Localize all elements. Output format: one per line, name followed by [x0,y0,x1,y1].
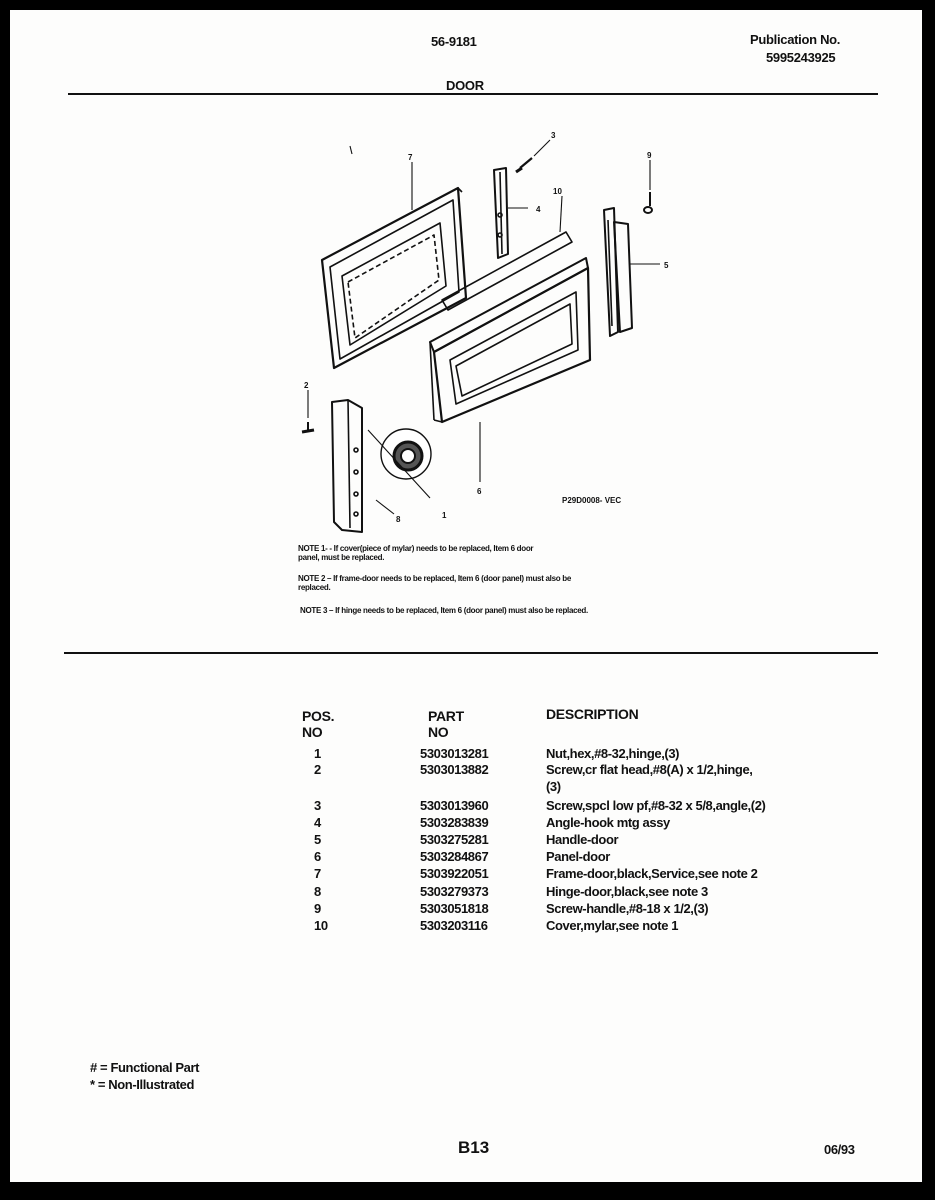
header-part: PART NO [428,708,464,740]
callout-1: 1 [442,511,447,520]
screw-2-part [302,422,314,432]
callout-7: 7 [408,153,413,162]
callout-8: 8 [396,515,401,524]
callout-10: 10 [553,187,562,196]
row-part: 5303284867 [420,849,489,864]
hinge-bracket-part [494,168,508,258]
row-desc: Hinge-door,black,see note 3 [546,884,708,899]
row-desc: Frame-door,black,Service,see note 2 [546,866,758,881]
table-row [302,849,902,866]
row-pos: 9 [314,901,321,916]
row-desc: Cover,mylar,see note 1 [546,918,679,933]
row-desc: Panel-door [546,849,610,864]
section-title: DOOR [446,78,484,93]
table-row [302,866,902,883]
row-pos: 8 [314,884,321,899]
table-row [302,918,902,935]
exploded-door-diagram [10,10,922,550]
publication-number: 5995243925 [766,50,836,65]
frame-door-part [322,188,466,368]
page-number: B13 [458,1138,490,1157]
header-desc: DESCRIPTION [546,706,639,722]
row-part: 5303279373 [420,884,489,899]
row-part: 5303203116 [420,918,488,933]
callout-5: 5 [664,261,669,270]
table-row [302,832,902,849]
hinge-door-part [332,400,362,532]
table-row [302,746,902,763]
model-number: 56-9181 [431,34,477,49]
row-pos: 10 [314,918,328,933]
callout-9: 9 [647,151,652,160]
row-pos: 5 [314,832,321,847]
legend-non-illustrated: * = Non-Illustrated [90,1077,194,1092]
diagram-code: P29D0008- VEC [562,496,622,505]
table-row [302,884,902,901]
table-row [302,779,902,796]
callout-leaders [308,140,660,514]
row-pos: 1 [314,746,321,761]
row-pos: 6 [314,849,321,864]
callout-4: 4 [536,205,541,214]
callout-2: 2 [304,381,309,390]
screw-9-part [644,192,652,213]
row-desc: Screw-handle,#8-18 x 1/2,(3) [546,901,709,916]
row-part: 5303013281 [420,746,489,761]
row-desc: Nut,hex,#8-32,hinge,(3) [546,746,680,761]
row-desc: Angle-hook mtg assy [546,815,670,830]
row-pos: 7 [314,866,321,881]
table-row [302,762,902,779]
publication-date: 06/93 [824,1142,855,1157]
legend-functional: # = Functional Part [90,1060,200,1075]
row-part: 5303013960 [420,798,489,813]
row-part: 5303013882 [420,762,489,777]
row-pos: 4 [314,815,321,830]
header-pos: POS. NO [302,708,335,740]
row-part: 5303922051 [420,866,489,881]
note-1: NOTE 1- - If cover(piece of mylar) needs to be replaced, Item 6 door panel, must be replaced. [298,544,534,562]
note-3: NOTE 3 – If hinge needs to be replaced, Item 6 (door panel) must also be replaced. [300,606,588,615]
handle-door-part [604,208,632,336]
table-row [302,815,902,832]
screw-3-part [516,158,532,172]
notes-rule [64,652,878,654]
row-part: 5303051818 [420,901,489,916]
row-pos: 2 [314,762,321,777]
row-desc: Screw,spcl low pf,#8-32 x 5/8,angle,(2) [546,798,766,813]
publication-label: Publication No. [750,32,841,47]
row-desc: Screw,cr flat head,#8(A) x 1/2,hinge, [546,762,753,777]
row-desc: Handle-door [546,832,619,847]
row-desc: (3) [546,779,561,794]
table-row [302,798,902,815]
parts-sheet [10,10,922,1182]
callout-6: 6 [477,487,482,496]
callout-3: 3 [551,131,556,140]
row-part: 5303275281 [420,832,489,847]
row-part: 5303283839 [420,815,489,830]
row-pos: 3 [314,798,321,813]
note-2: NOTE 2 – If frame-door needs to be replaced, Item 6 (door panel) must also be replaced. [298,574,571,592]
table-row [302,901,902,918]
panel-door-part [430,258,590,422]
